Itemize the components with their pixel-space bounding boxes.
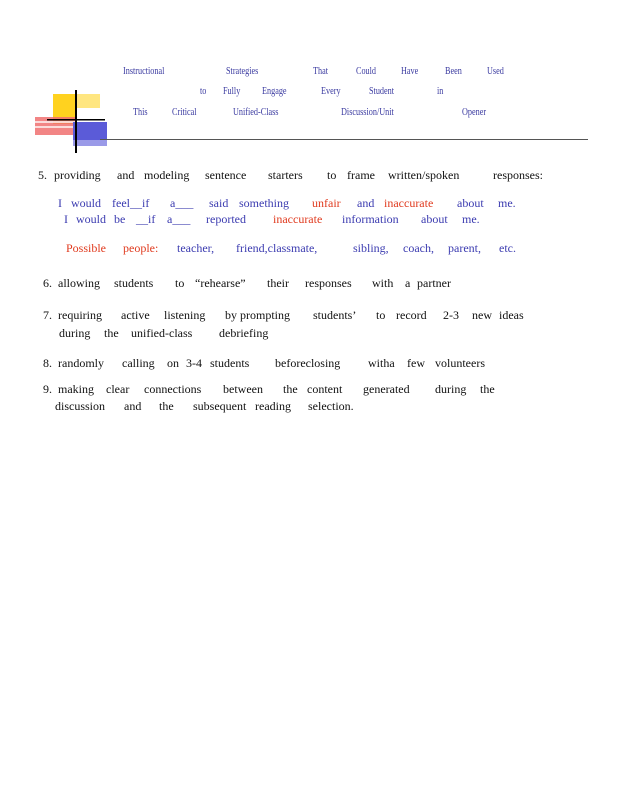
header-word: Every	[321, 86, 341, 97]
word: requiring	[58, 308, 102, 322]
word: students	[210, 356, 250, 370]
word: to	[175, 276, 185, 290]
word: discussion	[55, 399, 106, 413]
word: randomly	[58, 356, 104, 370]
word: and	[117, 168, 135, 182]
word: with	[372, 276, 394, 290]
highlighted-word: inaccurate	[273, 212, 323, 226]
word: __if	[136, 212, 156, 226]
word: teacher,	[177, 241, 215, 255]
item-number: 5.	[38, 168, 47, 182]
word: by prompting	[225, 308, 290, 322]
item-number: 7.	[43, 308, 52, 322]
word: frame	[347, 168, 375, 182]
word: starters	[268, 168, 303, 182]
word: I	[58, 196, 62, 210]
header-word: Strategies	[226, 66, 259, 77]
header-word: Discussion/Unit	[341, 107, 394, 118]
word: 2-3	[443, 308, 459, 322]
word: parent,	[448, 241, 481, 255]
word: would	[76, 212, 106, 226]
word: 3-4	[186, 356, 202, 370]
word: and	[357, 196, 375, 210]
word: making	[58, 382, 94, 396]
word: sentence	[205, 168, 247, 182]
header-word: Engage	[262, 86, 287, 97]
word: about	[457, 196, 484, 210]
word: clear	[106, 382, 130, 396]
item-number: 9.	[43, 382, 52, 396]
word: record	[396, 308, 427, 322]
word: generated	[363, 382, 410, 396]
word: about	[421, 212, 448, 226]
word: Possible	[66, 241, 107, 255]
word: “rehearse”	[195, 276, 246, 290]
word: etc.	[499, 241, 516, 255]
item-number: 8.	[43, 356, 52, 370]
word: reported	[206, 212, 246, 226]
word: modeling	[144, 168, 190, 182]
highlighted-word: inaccurate	[384, 196, 434, 210]
word: new	[472, 308, 492, 322]
header-word: Opener	[462, 107, 487, 118]
word: friend,classmate,	[236, 241, 318, 255]
header-word: to	[200, 86, 207, 97]
word: said	[209, 196, 229, 210]
word: responses:	[493, 168, 543, 182]
word: sibling,	[353, 241, 389, 255]
word: to	[376, 308, 386, 322]
header-word: That	[313, 66, 329, 77]
word: the	[159, 399, 174, 413]
word: during	[59, 326, 91, 340]
word: a	[405, 276, 411, 290]
word: written/spoken	[388, 168, 460, 182]
highlighted-word: unfair	[312, 196, 341, 210]
word: reading	[255, 399, 291, 413]
word: unified-class	[131, 326, 193, 340]
word: coach,	[403, 241, 434, 255]
header-word: Unified-Class	[233, 107, 279, 118]
word: during	[435, 382, 467, 396]
word: active	[121, 308, 150, 322]
word: content	[307, 382, 343, 396]
header-divider	[100, 139, 588, 140]
word: connections	[144, 382, 202, 396]
word: ideas	[499, 308, 524, 322]
word: debriefing	[219, 326, 269, 340]
word: between	[223, 382, 263, 396]
word: the	[283, 382, 298, 396]
word: a___	[167, 212, 191, 226]
word: I	[64, 212, 68, 226]
word: people:	[123, 241, 159, 255]
header-word: Could	[356, 66, 377, 77]
word: feel__if	[112, 196, 150, 210]
word: few	[407, 356, 425, 370]
word: on	[167, 356, 179, 370]
decorative-logo-icon	[35, 90, 110, 155]
word: witha	[368, 356, 395, 370]
header-word: This	[133, 107, 148, 118]
word: listening	[164, 308, 206, 322]
word: me.	[498, 196, 516, 210]
word: selection.	[308, 399, 354, 413]
word: and	[124, 399, 142, 413]
word: something	[239, 196, 289, 210]
word: a___	[170, 196, 194, 210]
word: volunteers	[435, 356, 485, 370]
header-word: Fully	[223, 86, 241, 97]
header-word: Critical	[172, 107, 197, 118]
header-word: Have	[401, 66, 419, 77]
word: calling	[122, 356, 155, 370]
word: me.	[462, 212, 480, 226]
header-word: Student	[369, 86, 395, 97]
word: the	[104, 326, 119, 340]
word: their	[267, 276, 289, 290]
header-word: Been	[445, 66, 462, 77]
word: students	[114, 276, 154, 290]
word: partner	[417, 276, 451, 290]
item-number: 6.	[43, 276, 52, 290]
word: allowing	[58, 276, 100, 290]
header-word: Used	[487, 66, 504, 77]
word: students’	[313, 308, 357, 322]
word: be	[114, 212, 126, 226]
header-word: Instructional	[123, 66, 165, 77]
word: providing	[54, 168, 101, 182]
word: beforeclosing	[275, 356, 341, 370]
word: information	[342, 212, 399, 226]
word: subsequent	[193, 399, 247, 413]
word: responses	[305, 276, 352, 290]
word: to	[327, 168, 337, 182]
header-word: in	[437, 86, 444, 97]
word: the	[480, 382, 495, 396]
word: would	[71, 196, 101, 210]
